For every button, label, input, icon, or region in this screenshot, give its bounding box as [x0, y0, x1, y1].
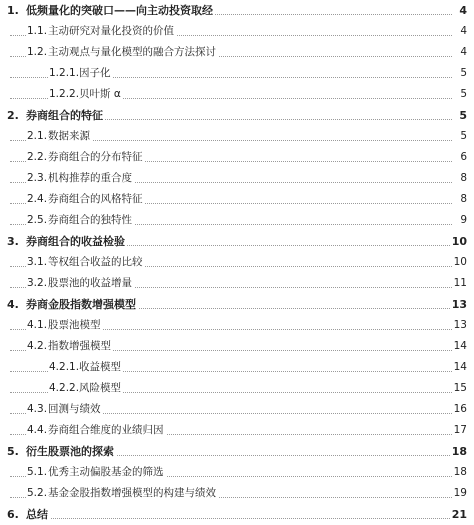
toc-entry-page: 8	[458, 168, 467, 189]
toc-entry-title: 总结	[26, 508, 48, 521]
toc-entry[interactable]	[0, 336, 474, 357]
toc-entry-number: 4.1.	[27, 319, 48, 331]
toc-entry[interactable]	[0, 63, 474, 84]
toc-entry-title: 指数增强模型	[48, 340, 111, 352]
toc-entry[interactable]	[0, 483, 474, 504]
toc-entry-number: 2.3.	[27, 172, 48, 184]
toc-entry-number: 2.1.	[27, 130, 48, 142]
toc-entry-page: 17	[452, 420, 467, 441]
toc-entry-title: 券商组合的特征	[26, 109, 103, 122]
toc-entry-title: 股票池的收益增量	[48, 277, 132, 289]
toc-entry-page: 6	[458, 147, 467, 168]
toc-entry-number: 3.1.	[27, 256, 48, 268]
toc-entry-page: 15	[452, 378, 467, 399]
toc-entry-number: 5.2.	[27, 487, 48, 499]
toc-entry-page: 14	[452, 336, 467, 357]
toc-entry-page: 13	[452, 315, 467, 336]
toc-entry-page: 19	[452, 483, 467, 504]
toc-entry-number: 1.	[7, 4, 19, 17]
toc-entry-title: 股票池模型	[48, 319, 101, 331]
toc-entry-page: 5	[457, 105, 467, 126]
toc-entry-number: 4.2.1.	[49, 361, 80, 373]
toc-entry[interactable]	[0, 210, 474, 231]
toc-entry-page: 16	[452, 399, 467, 420]
toc-entry[interactable]	[0, 189, 474, 210]
dot-leader	[10, 518, 452, 519]
toc-entry-page: 5	[458, 126, 467, 147]
toc-entry-title: 券商组合的收益检验	[26, 235, 125, 248]
toc-entry[interactable]	[0, 378, 474, 399]
toc-entry[interactable]	[0, 42, 474, 63]
toc-entry-page: 10	[450, 231, 467, 252]
toc-entry-page: 4	[458, 42, 467, 63]
toc-entry-page: 5	[458, 84, 467, 105]
toc-entry-title: 优秀主动偏股基金的筛选	[48, 466, 164, 478]
toc-entry[interactable]	[0, 357, 474, 378]
toc-entry-number: 1.2.	[27, 46, 48, 58]
toc-entry-number: 4.4.	[27, 424, 48, 436]
toc-entry-number: 5.	[7, 445, 19, 458]
toc-entry-number: 5.1.	[27, 466, 48, 478]
toc-entry[interactable]	[0, 147, 474, 168]
toc-entry[interactable]	[0, 273, 474, 294]
toc-entry-page: 4	[458, 21, 467, 42]
toc-entry[interactable]	[0, 126, 474, 147]
toc-entry-title: 券商金股指数增强模型	[26, 298, 136, 311]
toc-entry-title: 低频量化的突破口——向主动投资取经	[26, 4, 213, 17]
toc-entry-title: 等权组合收益的比较	[48, 256, 143, 268]
toc-entry-page: 14	[452, 357, 467, 378]
toc-entry-title: 券商组合维度的业绩归因	[48, 424, 164, 436]
toc-entry-number: 3.2.	[27, 277, 48, 289]
toc-entry-number: 2.2.	[27, 151, 48, 163]
toc-entry[interactable]	[0, 84, 474, 105]
toc-entry[interactable]	[0, 294, 474, 315]
toc-entry-page: 5	[458, 63, 467, 84]
toc-entry-number: 4.3.	[27, 403, 48, 415]
toc-entry-title: 收益模型	[79, 361, 121, 373]
toc-entry[interactable]	[0, 168, 474, 189]
toc-entry-title: 主动观点与量化模型的融合方法探讨	[48, 46, 216, 58]
toc-entry[interactable]	[0, 399, 474, 420]
toc-entry-number: 2.4.	[27, 193, 48, 205]
toc-entry-page: 21	[450, 504, 467, 525]
toc-entry-page: 18	[450, 441, 467, 462]
toc-entry-title: 机构推荐的重合度	[48, 172, 132, 184]
toc-entry[interactable]	[0, 105, 474, 126]
toc-entry-page: 18	[452, 462, 467, 483]
toc-entry-title: 贝叶斯 α	[79, 88, 121, 100]
toc-entry-page: 13	[450, 294, 467, 315]
toc-entry-title: 基金金股指数增强模型的构建与绩效	[48, 487, 216, 499]
toc-entry-page: 4	[457, 0, 467, 21]
toc-entry-title: 回测与绩效	[48, 403, 101, 415]
toc-entry-number: 4.2.2.	[49, 382, 80, 394]
toc-entry[interactable]	[0, 420, 474, 441]
toc-entry-page: 9	[458, 210, 467, 231]
toc-entry[interactable]	[0, 0, 474, 21]
toc-entry[interactable]	[0, 252, 474, 273]
toc-entry-page: 10	[452, 252, 467, 273]
toc-entry[interactable]	[0, 21, 474, 42]
toc-entry[interactable]	[0, 504, 474, 525]
toc-entry[interactable]	[0, 441, 474, 462]
toc-entry-number: 1.2.2.	[49, 88, 80, 100]
toc-entry-title: 衍生股票池的探索	[26, 445, 114, 458]
toc-entry-number: 6.	[7, 508, 19, 521]
toc-entry[interactable]	[0, 462, 474, 483]
toc-entry-number: 3.	[7, 235, 19, 248]
toc-entry-title: 因子化	[79, 67, 111, 79]
toc-entry-title: 数据来源	[48, 130, 90, 142]
toc-entry-title: 券商组合的分布特征	[48, 151, 143, 163]
toc-entry-number: 2.	[7, 109, 19, 122]
toc-entry-title: 主动研究对量化投资的价值	[48, 25, 174, 37]
toc-entry-number: 4.	[7, 298, 19, 311]
toc-entry-page: 8	[458, 189, 467, 210]
toc-entry[interactable]	[0, 231, 474, 252]
toc-entry-title: 风险模型	[79, 382, 121, 394]
toc-entry-page: 11	[452, 273, 467, 294]
toc-entry-number: 2.5.	[27, 214, 48, 226]
toc-entry-title: 券商组合的独特性	[48, 214, 132, 226]
toc-entry-number: 1.1.	[27, 25, 48, 37]
toc-entry-number: 1.2.1.	[49, 67, 80, 79]
toc-entry-number: 4.2.	[27, 340, 48, 352]
toc-entry-title: 券商组合的风格特征	[48, 193, 143, 205]
toc-entry[interactable]	[0, 315, 474, 336]
